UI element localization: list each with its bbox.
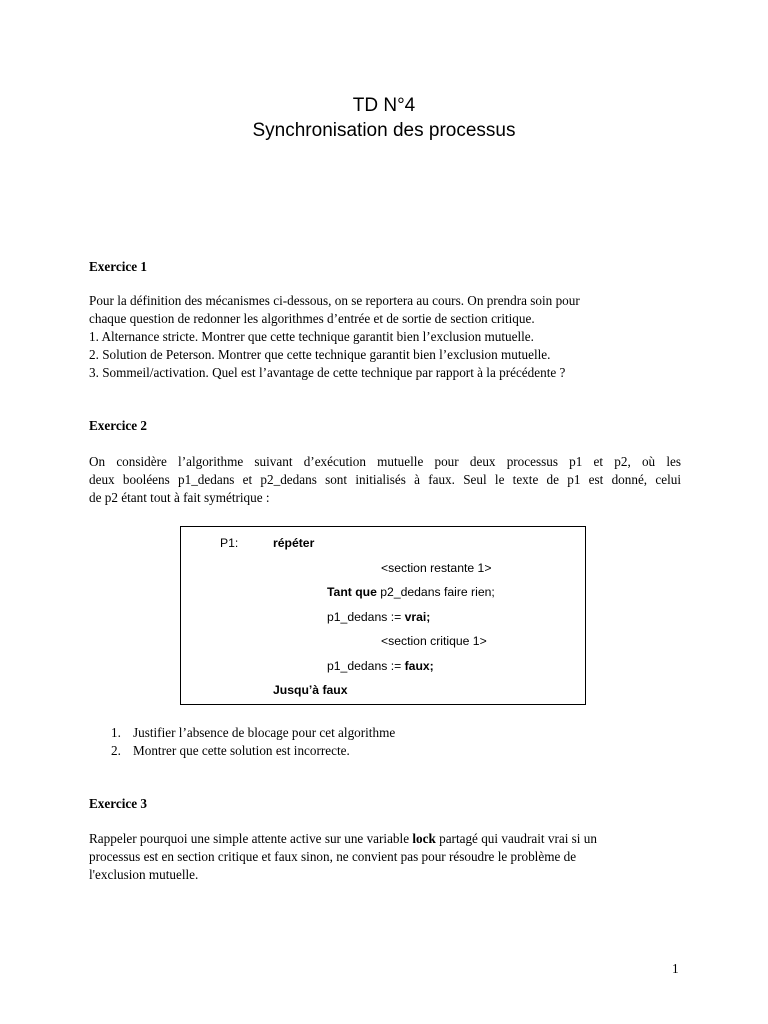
- exercise2-intro-line3: de p2 étant tout à fait symétrique :: [89, 490, 270, 505]
- code-section-critique: <section critique 1>: [381, 634, 487, 648]
- code-assign-vrai-value: vrai;: [404, 610, 431, 624]
- exercise2-questions: [111, 724, 395, 760]
- exercise1-body: [89, 292, 681, 382]
- exercise3-line1-start: Rappeler pourquoi une simple attente active sur une variable: [89, 831, 413, 846]
- exercise1-heading: Exercice 1: [89, 259, 147, 274]
- code-section-restante: <section restante 1>: [381, 561, 492, 575]
- exercise1-item-3: 3. Sommeil/activation. Quel est l’avantage de cette technique par rapport à la précédente ?: [89, 365, 566, 380]
- code-repeat-keyword: répéter: [273, 536, 315, 550]
- code-assign-faux-value: faux;: [404, 659, 434, 673]
- exercise2-intro-line1: On considère l’algorithme suivant d’exécution mutuelle pour deux processus p1 et p2, où les: [89, 454, 681, 469]
- exercise2-question-1: [111, 724, 395, 742]
- page-number: 1: [672, 961, 679, 976]
- code-assign-vrai-var: p1_dedans :=: [327, 610, 405, 624]
- exercise1-intro-line1: Pour la définition des mécanismes ci-dessous, on se reportera au cours. On prendra soin pour: [89, 293, 580, 308]
- exercise1-item-1: 1. Alternance stricte. Montrer que cette technique garantit bien l’exclusion mutuelle.: [89, 329, 534, 344]
- document-title-line1: TD N°4: [352, 95, 416, 116]
- code-tant-que-keyword: Tant que: [327, 585, 377, 599]
- exercise3-body: [89, 830, 681, 884]
- exercise3-line1-end: partagé qui vaudrait vrai si un: [435, 831, 597, 846]
- exercise3-lock-keyword: lock: [412, 831, 436, 846]
- exercise3-line3: l'exclusion mutuelle.: [89, 867, 199, 882]
- question-number: 1.: [111, 725, 121, 740]
- exercise3-line2: processus est en section critique et faux sinon, ne convient pas pour résoudre le problème de: [89, 849, 577, 864]
- question-text: Montrer que cette solution est incorrecte.: [133, 743, 350, 758]
- code-jusqua-keyword: Jusqu’à faux: [273, 683, 348, 697]
- exercise2-question-2: [111, 742, 395, 760]
- exercise1-intro-line2: chaque question de redonner les algorithmes d’entrée et de sortie de section critique.: [89, 311, 535, 326]
- exercise1-item-2: 2. Solution de Peterson. Montrer que cette technique garantit bien l’exclusion mutuelle.: [89, 347, 551, 362]
- code-process-label: P1:: [220, 536, 239, 550]
- exercise2-intro-line2: deux booléens p1_dedans et p2_dedans sont initialisés à faux. Seul le texte de p1 est donné, celui: [89, 472, 681, 487]
- code-assign-faux-line: [327, 658, 434, 674]
- code-assign-vrai-line: [327, 609, 430, 625]
- algorithm-code-box: [180, 526, 586, 705]
- exercise3-heading: Exercice 3: [89, 796, 147, 811]
- code-tant-que-condition: p2_dedans faire rien;: [376, 585, 495, 599]
- document-title-line2: Synchronisation des processus: [252, 120, 516, 141]
- code-assign-faux-var: p1_dedans :=: [327, 659, 405, 673]
- code-tant-que-line: [327, 584, 495, 600]
- exercise2-heading: Exercice 2: [89, 418, 147, 433]
- question-text: Justifier l’absence de blocage pour cet algorithme: [133, 725, 396, 740]
- exercise3-line1: [89, 830, 681, 848]
- question-number: 2.: [111, 743, 121, 758]
- exercise2-intro: [89, 453, 681, 507]
